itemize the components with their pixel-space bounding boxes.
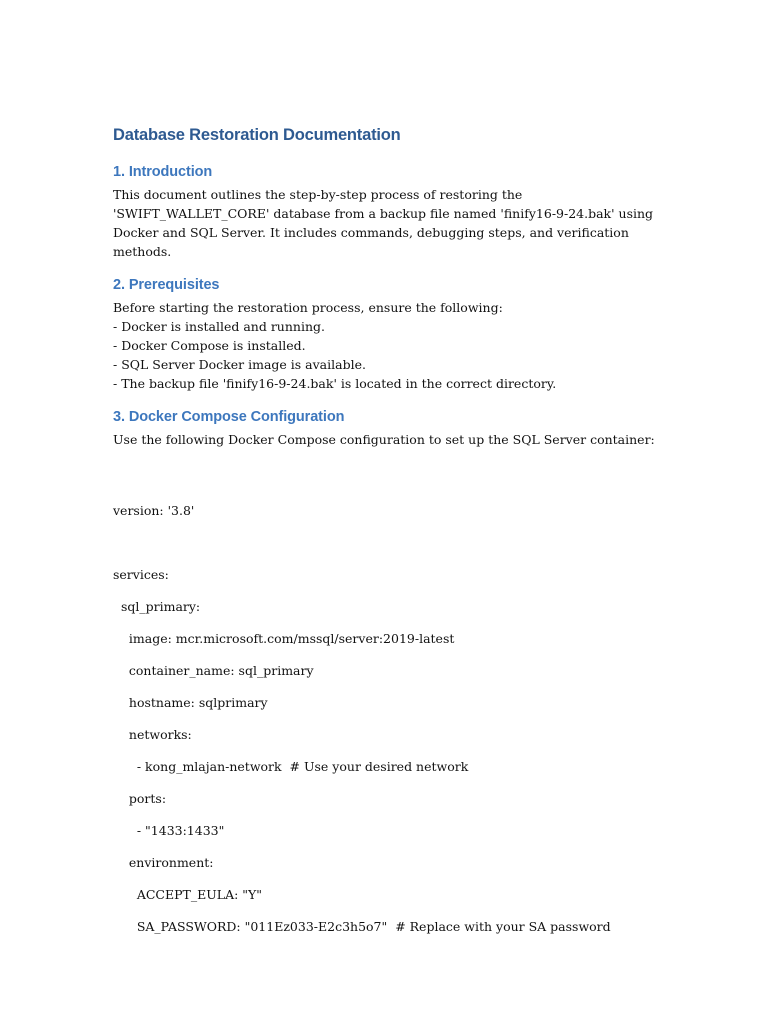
code-line: version: '3.8' — [113, 503, 195, 518]
section-heading-prerequisites: 2. Prerequisites — [113, 277, 220, 293]
document-title: Database Restoration Documentation — [113, 126, 401, 144]
introduction-paragraph: This document outlines the step-by-step process of restoring the 'SWIFT_WALLET_CORE' database from a backup file named 'finify16-9-24.bak' using Docker and SQL Server. It includes commands, debugging steps, and verification methods. — [113, 187, 654, 259]
code-line: image: mcr.microsoft.com/mssql/server:2019-latest — [113, 631, 455, 646]
section-heading-introduction: 1. Introduction — [113, 164, 213, 180]
list-item: - Docker is installed and running. — [113, 319, 325, 334]
list-item: - SQL Server Docker image is available. — [113, 357, 366, 372]
document-page — [113, 124, 673, 935]
list-item: - Docker Compose is installed. — [113, 338, 306, 353]
code-line: SA_PASSWORD: "011Ez033-E2c3h5o7" # Replace with your SA password — [113, 919, 611, 934]
prerequisites-intro: Before starting the restoration process, ensure the following: — [113, 300, 503, 315]
section-heading-docker-compose: 3. Docker Compose Configuration — [113, 409, 345, 425]
code-line: environment: — [113, 855, 214, 870]
code-line: - "1433:1433" — [113, 823, 225, 838]
code-line: networks: — [113, 727, 192, 742]
code-line: container_name: sql_primary — [113, 663, 314, 678]
docker-compose-intro: Use the following Docker Compose configuration to set up the SQL Server container: — [113, 432, 655, 447]
list-item: - The backup file 'finify16-9-24.bak' is located in the correct directory. — [113, 376, 557, 391]
code-line: - kong_mlajan-network # Use your desired network — [113, 759, 469, 774]
prerequisites-block — [113, 298, 673, 393]
code-block — [113, 503, 673, 935]
code-line: sql_primary: — [113, 599, 201, 614]
code-line: ACCEPT_EULA: "Y" — [113, 887, 263, 902]
code-line: hostname: sqlprimary — [113, 695, 268, 710]
code-line: services: — [113, 567, 169, 582]
code-line: ports: — [113, 791, 167, 806]
